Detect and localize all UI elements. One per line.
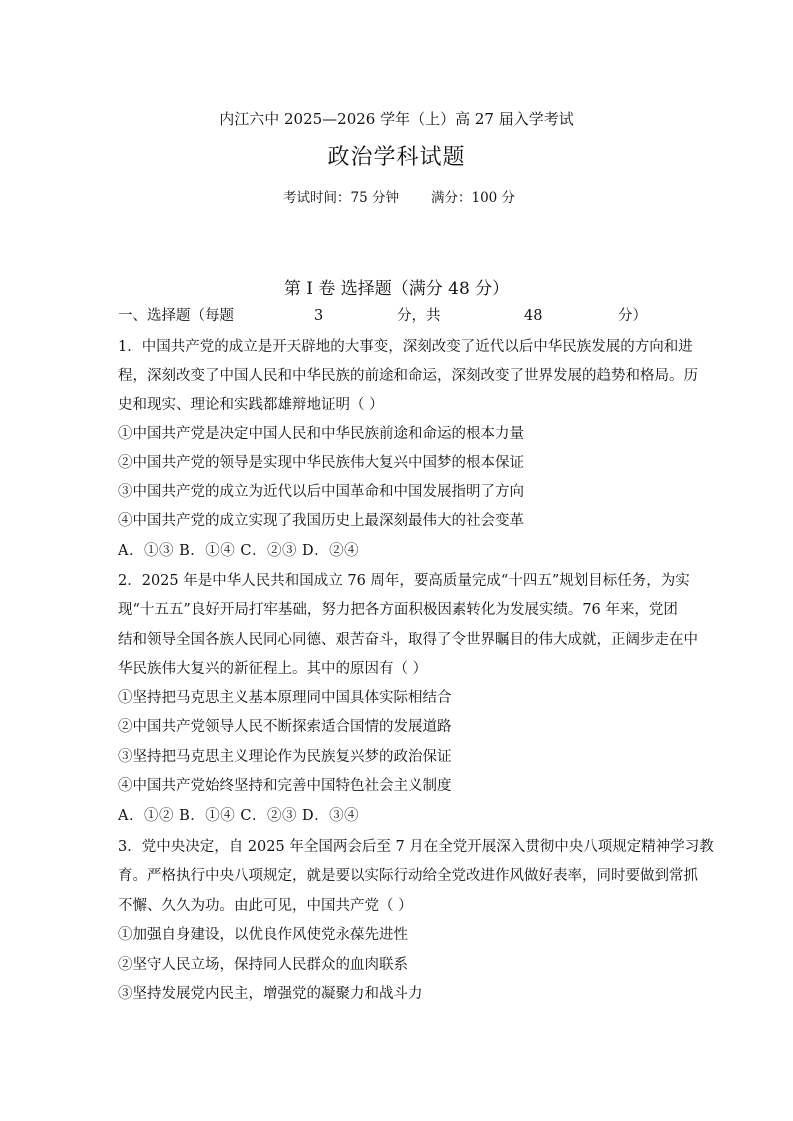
section-instruction-part: 一、选择题（每题 (118, 308, 234, 324)
statement-3: ③坚持把马克思主义理论作为民族复兴梦的政治保证 (118, 749, 452, 765)
section-instruction-part: 分） (618, 308, 647, 324)
section-instruction-total-score: 48 (524, 308, 543, 324)
statement-2: ②坚守人民立场，保持同人民群众的血肉联系 (118, 957, 408, 973)
statement-1: ①坚持把马克思主义基本原理同中国具体实际相结合 (118, 690, 452, 706)
statement-2: ②中国共产党的领导是实现中华民族伟大复兴中国梦的根本保证 (118, 455, 524, 471)
question-stem-line: 结和领导全国各族人民同心同德、艰苦奋斗，取得了令世界瞩目的伟大成就，正阔步走在中 (118, 632, 698, 648)
question-stem-line: 史和现实、理论和实践都雄辩地证明（ ） (118, 397, 384, 413)
exam-header-line: 内江六中 2025—2026 学年（上）高 27 届入学考试 (219, 110, 574, 128)
exam-time-label: 考试时间：75 分钟 (283, 190, 399, 206)
question-stem-line: 3．党中央决定，自 2025 年全国两会后至 7 月在全党开展深入贯彻中央八项规定精神学习教 (118, 839, 714, 855)
statement-1: ①加强自身建设，以优良作风使党永葆先进性 (118, 927, 408, 943)
exam-title: 政治学科试题 (327, 145, 466, 170)
answer-options: A．①③ B．①④ C．②③ D．②④ (118, 543, 360, 559)
question-stem-line: 现“十五五”良好开局打牢基础，努力把各方面积极因素转化为发展实绩。76 年来，党团 (118, 602, 678, 618)
question-stem-line: 1．中国共产党的成立是开天辟地的大事变，深刻改变了近代以后中华民族发展的方向和进 (118, 339, 693, 355)
statement-3: ③中国共产党的成立为近代以后中国革命和中国发展指明了方向 (118, 484, 524, 500)
statement-2: ②中国共产党领导人民不断探索适合国情的发展道路 (118, 719, 452, 735)
statement-4: ④中国共产党的成立实现了我国历史上最深刻最伟大的社会变革 (118, 513, 524, 529)
section-instruction-part: 分，共 (397, 308, 441, 324)
exam-score-label: 满分：100 分 (431, 190, 516, 206)
statement-1: ①中国共产党是决定中国人民和中华民族前途和命运的根本力量 (118, 426, 524, 442)
question-stem-line: 不懈、久久为功。由此可见，中国共产党（ ） (118, 898, 413, 914)
question-stem-line: 华民族伟大复兴的新征程上。其中的原因有（ ） (118, 661, 428, 677)
statement-4: ④中国共产党始终坚持和完善中国特色社会主义制度 (118, 778, 452, 794)
question-stem-line: 2．2025 年是中华人民共和国成立 76 周年，要高质量完成“十四五”规划目标任务，为实 (118, 573, 690, 589)
section-instruction-per-score: 3 (314, 308, 324, 324)
section-title: 第 I 卷 选择题（满分 48 分） (283, 279, 510, 299)
answer-options: A．①② B．①④ C．②③ D．③④ (118, 808, 360, 824)
question-stem-line: 育。严格执行中央八项规定，就是要以实际行动给全党改进作风做好表率，同时要做到常抓 (118, 868, 698, 884)
statement-3: ③坚持发展党内民主，增强党的凝聚力和战斗力 (118, 986, 423, 1002)
question-stem-line: 程，深刻改变了中国人民和中华民族的前途和命运，深刻改变了世界发展的趋势和格局。历 (118, 368, 698, 384)
